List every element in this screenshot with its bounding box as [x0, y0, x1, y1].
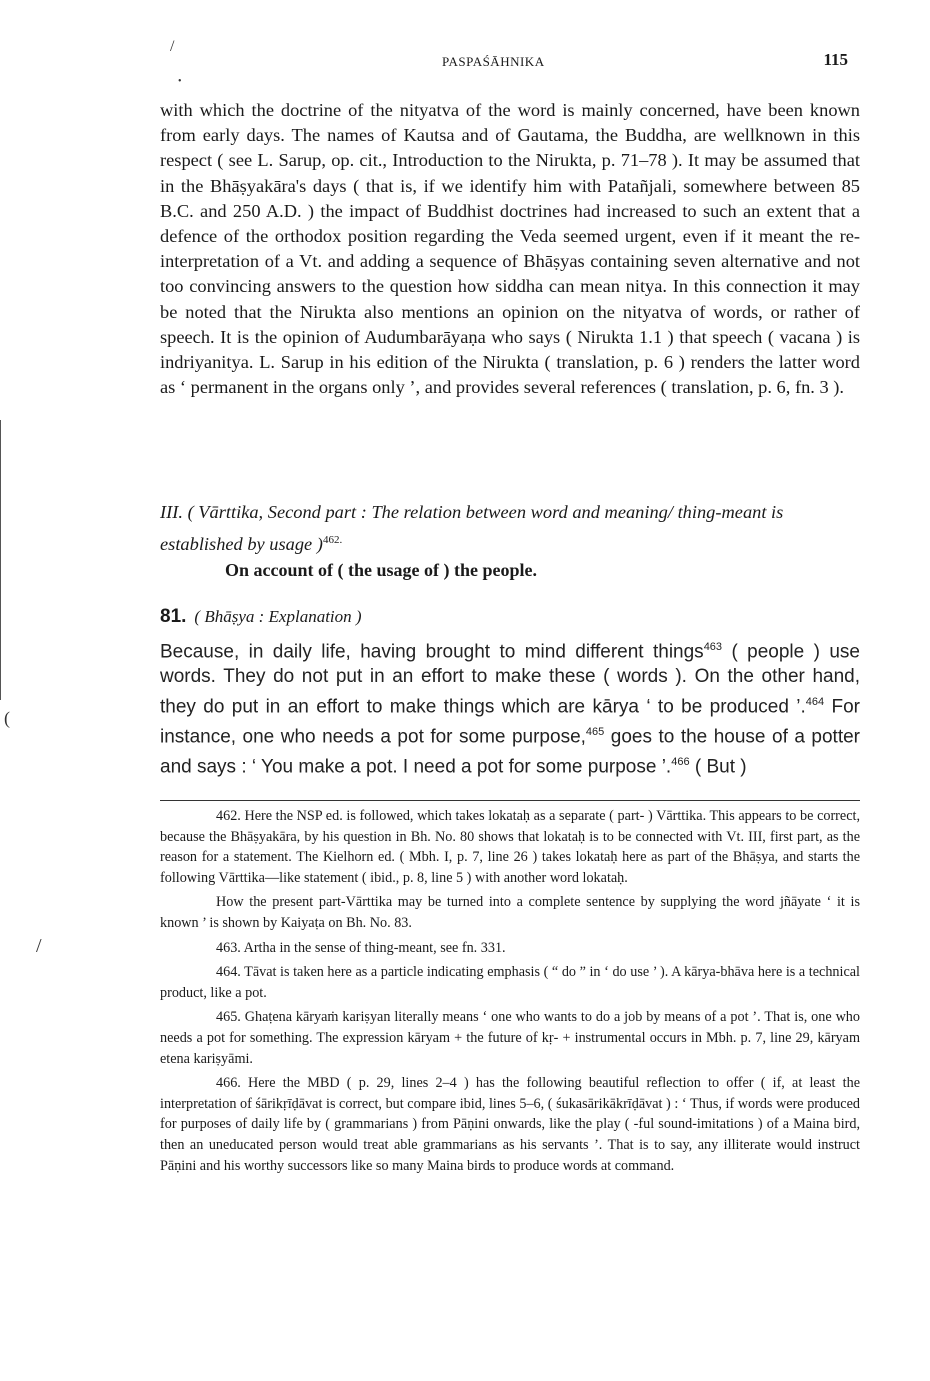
translation-text [160, 635, 860, 780]
ink-dot: • [178, 76, 182, 87]
footnote: How the present part-Vārttika may be turned into a complete sentence by supplying the word jñāyate ‘ it is known ’ is shown by Kaiyaṭa on Bh. No. 83. [160, 894, 860, 931]
running-header [160, 50, 860, 76]
body-paragraph: with which the doctrine of the nityatva of the word is mainly concerned, have been known from early days. The names of Kautsa and of Gautama, the Buddha, are wellknown in this respect ( see L. Sarup, op. cit., Introduction to the Nirukta, p. 71–78 ). It may be assumed that in the Bhāṣyakāra's days ( that is, if we identify him with Patañjali, somewhere between 85 B.C. and 250 A.D. ) the impact of Buddhist doctrines had increased to such an extent that a defence of the orthodox position regarding the Veda seemed urgent, even if it meant the re-interpretation of a Vt. and adding a sequence of Bhāṣyas containing seven alternative and not too convincing answers to the question how siddha can mean nitya. In this connection it may be noted that the Nirukta also mentions an opinion on the nityatva of words, or rather of speech. It is the opinion of Audumbarāyaṇa who says ( Nirukta 1.1 ) that speech ( vacana ) is indriyanitya. L. Sarup in his edition of the Nirukta ( translation, p. 6 ) renders the latter word as ‘ permanent in the organs only ’, and provides several references ( translation, p. 6, fn. 3 ). [160, 100, 860, 398]
footnote-ref: 462. [322, 534, 343, 546]
footnote: 463. Artha in the sense of thing-meant, see fn. 331. [216, 939, 506, 956]
pencil-mark: / [170, 38, 175, 55]
section-number: 81. [160, 606, 187, 627]
translation-paragraph [160, 635, 860, 780]
translation-segment: goes to the house of a potter and says : ‘ You make a pot. I need a pot for some purpose ’. [160, 726, 860, 778]
pencil-mark: / [36, 935, 42, 957]
running-title: PASPAŚĀHNIKA [442, 54, 545, 69]
footnote: 464. Tāvat is taken here as a particle indicating emphasis ( “ do ” in ‘ do use ’ ). A kārya-bhāva here is a technical product, like a pot. [160, 964, 860, 1001]
translation-segment: For instance, one who needs a pot for some purpose, [160, 696, 860, 748]
section-81-heading [160, 606, 362, 628]
margin-bracket: ( [4, 708, 10, 728]
footnote-ref: 466 [671, 756, 690, 769]
translation-segment: Because, in daily life, having brought to mind different things [160, 641, 704, 663]
footnote: 462. Here the NSP ed. is followed, which takes lokataḥ as a separate ( part- ) Vārttika. This appears to be correct, because the Bhāṣyakāra, by his question in Bh. No. 80 shows that lokataḥ is to be connected with Vt. III, first part, as the reason for a statement. The Kielhorn ed. ( Mbh. I, p. 7, line 26 ) takes lokataḥ here as part of the Bhāṣya, and starts the following Vārttika—like statement ( ibid., p. 8, line 5 ) with another word lokataḥ. [160, 808, 860, 886]
footnote-ref: 464 [805, 695, 825, 708]
footnote: 465. Ghaṭena kāryaṁ kariṣyan literally means ‘ one who wants to do a job by means of a pot ’. That is, one who needs a pot for something. The expression kāryam + the future of kṛ- + instrumental occurs in Mbh. p. 7, line 29, kāryam etena kariṣyāmi. [160, 1009, 860, 1067]
scan-edge-line [0, 420, 4, 700]
footnote: 466. Here the MBD ( p. 29, lines 2–4 ) has the following beautiful reflection to offer ( if, at least the interpretation of śārikṛīḍāvat is correct, but compare ibid, lines 5–6, ( śukasārikākrīḍāvat ) : ‘ Thus, if words were produced for purposes of daily life by ( grammarians ) from Pāṇini onwards, like the play ( -ful sound-imitations ) of a Maina bird, then an uneducated person would treat able grammarians as his servants ’. That is to say, any illiterate would instruct Pāṇini and his worthy successors like so many Maina birds to produce words at command. [160, 1075, 860, 1174]
footnote-ref: 463 [703, 641, 723, 653]
body-text [160, 98, 860, 400]
footnote-rule [160, 800, 860, 801]
translation-segment: ( But ) [689, 756, 747, 778]
section-label: ( Bhāṣya : Explanation ) [194, 607, 362, 626]
translation-segment: ( people ) use words. They do not put in an effort to make these ( words ). On the other hand, they do put in an effort to make things which are kārya ‘ to be produced ’. [160, 641, 860, 718]
section-heading [160, 498, 860, 558]
page-number: 115 [823, 50, 848, 69]
footnote-ref: 465 [585, 726, 605, 739]
varttika-text: On account of ( the usage of ) the people. [225, 560, 537, 580]
footnotes [160, 806, 860, 1180]
section-heading-text: III. ( Vārttika, Second part : The relation between word and meaning/ thing-meant is established by usage ) [160, 502, 784, 555]
